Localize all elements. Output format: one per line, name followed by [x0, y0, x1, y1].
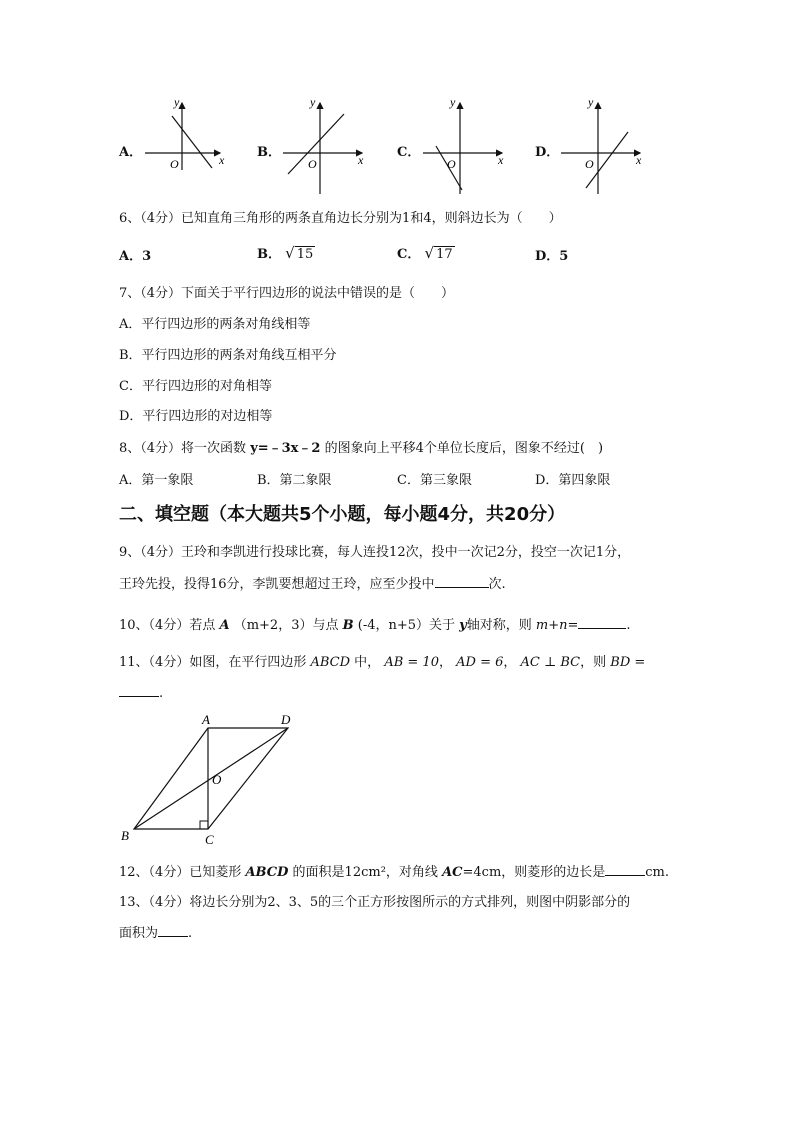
q11-answer-line	[119, 684, 163, 701]
x-label: x	[498, 153, 504, 167]
q11-mid2: ，则	[580, 655, 607, 670]
q8-option-c: C．第三象限	[397, 473, 472, 488]
q7-stem: 7、（4分）下面关于平行四边形的说法中错误的是（ ）	[119, 286, 455, 301]
q5-option-d-letter: D．	[535, 145, 560, 160]
q10-expr: m+n=	[535, 618, 579, 633]
q11-sep1: ，	[438, 655, 452, 670]
y-label: y	[310, 96, 316, 109]
q9-line1: 9、（4分）王玲和李凯进行投球比赛，每人连投12次，投中一次记2分，投空一次记1分，	[119, 545, 631, 560]
x-label: x	[358, 153, 364, 167]
origin-label: O	[308, 157, 317, 171]
q11-cond2: AD = 6	[456, 655, 504, 670]
q7-option-b: B．平行四边形的两条对角线互相平分	[119, 348, 337, 363]
point-a: A	[219, 618, 230, 633]
q7-option-d: D．平行四边形的对边相等	[119, 409, 273, 424]
q6-option-b	[257, 243, 315, 262]
q8-option-b: B．第二象限	[257, 473, 332, 488]
option-value: 15	[296, 247, 314, 262]
q9-line2-prefix: 王玲先投，投得16分，李凯要想超过王玲，应至少投中	[119, 577, 435, 592]
q11-stem	[119, 651, 645, 670]
q11-cond1: AB = 10	[384, 655, 439, 670]
q13-line1: 13、（4分）将边长分别为2、3、5的三个正方形按图所示的方式排列，则图中阴影部分的	[119, 895, 631, 910]
q6-option-d	[535, 245, 568, 264]
origin-label: O	[585, 157, 594, 171]
axis-label: y	[459, 618, 467, 633]
option-value: 5	[559, 249, 569, 264]
q10-end: .	[626, 618, 631, 633]
q11-ask: BD =	[610, 655, 646, 670]
answer-blank	[605, 863, 645, 876]
q12-shape: ABCD	[245, 865, 289, 880]
q8-stem	[119, 437, 603, 456]
q10-prefix: 10、（4分）若点	[119, 618, 216, 633]
answer-blank	[119, 684, 159, 697]
q5-graph-a	[140, 96, 240, 172]
q5-option-c-letter: C．	[397, 145, 421, 160]
q8-prefix: 8、（4分）将一次函数	[119, 441, 247, 456]
q11-prefix: 11、（4分）如图，在平行四边形	[119, 655, 307, 670]
option-letter: A．	[119, 249, 143, 264]
center-o-label: O	[212, 772, 222, 787]
q13-line2	[119, 922, 192, 941]
q12-prefix: 12、（4分）已知菱形	[119, 865, 242, 880]
y-label: y	[450, 96, 456, 109]
q8-option-d: D．第四象限	[535, 473, 611, 488]
q13-line2-prefix: 面积为	[119, 926, 159, 941]
origin-label: O	[447, 157, 456, 171]
vertex-a-label: A	[202, 712, 210, 727]
q5-graph-b	[278, 96, 378, 196]
q10-coord-a: （m+2，3）与点	[233, 618, 339, 633]
q8-function: y=﹣3x﹣2	[250, 441, 321, 456]
answer-blank	[578, 616, 626, 629]
q10-mid: 轴对称，则	[466, 618, 532, 633]
x-label: x	[636, 153, 642, 167]
option-letter: C．	[397, 247, 421, 262]
q5-option-b-letter: B．	[257, 145, 281, 160]
q12-end: cm.	[645, 865, 670, 880]
point-b: B	[342, 618, 354, 633]
q8-option-a: A．第一象限	[119, 473, 194, 488]
q12-stem	[119, 861, 669, 880]
sqrt-symbol: √	[285, 244, 295, 262]
q10-stem	[119, 614, 631, 633]
q9-line2	[119, 573, 506, 592]
answer-blank	[435, 575, 489, 588]
vertex-d-label: D	[281, 712, 291, 727]
q11-sep2: ，	[503, 655, 517, 670]
origin-label: O	[170, 157, 179, 171]
q10-coord-b: (-4，n+5）关于	[357, 618, 456, 633]
q7-option-c: C．平行四边形的对角相等	[119, 379, 272, 394]
q12-mid: 的面积是12cm²，对角线	[292, 865, 438, 880]
q12-diagonal: AC	[442, 865, 463, 880]
diagonal-bd	[134, 728, 288, 829]
q11-cond3: AC ⊥ BC	[520, 655, 581, 670]
q13-end: .	[188, 926, 193, 941]
parallelogram-figure	[116, 712, 302, 850]
y-label: y	[174, 96, 180, 109]
option-value: 3	[142, 249, 152, 264]
section2-heading: 二、填空题（本大题共5个小题，每小题4分，共20分）	[119, 504, 566, 525]
q6-option-c	[397, 243, 455, 262]
q6-stem: 6、（4分）已知直角三角形的两条直角边长分别为1和4，则斜边长为（ ）	[119, 211, 562, 226]
q8-suffix: 的图象向上平移4个单位长度后，图象不经过( )	[324, 441, 604, 456]
q11-shape: ABCD	[310, 655, 351, 670]
option-letter: B．	[257, 247, 281, 262]
q5-graph-c	[418, 96, 518, 196]
vertex-b-label: B	[121, 828, 129, 843]
option-value: 17	[436, 247, 453, 262]
q6-option-a	[119, 245, 151, 264]
q12-mid2: =4cm，则菱形的边长是	[462, 865, 606, 880]
y-label: y	[588, 96, 594, 109]
answer-blank	[158, 924, 188, 937]
x-label: x	[219, 153, 225, 167]
q5-graph-d	[556, 96, 656, 196]
vertex-c-label: C	[205, 832, 214, 847]
q11-mid1: 中，	[354, 655, 381, 670]
q9-line2-suffix: 次.	[488, 577, 506, 592]
q5-option-a-letter: A．	[119, 145, 143, 160]
q11-end: .	[159, 686, 164, 701]
right-angle-mark	[200, 821, 208, 829]
q7-option-a: A．平行四边形的两条对角线相等	[119, 317, 311, 332]
option-letter: D．	[535, 249, 560, 264]
sqrt-symbol: √	[424, 244, 435, 262]
